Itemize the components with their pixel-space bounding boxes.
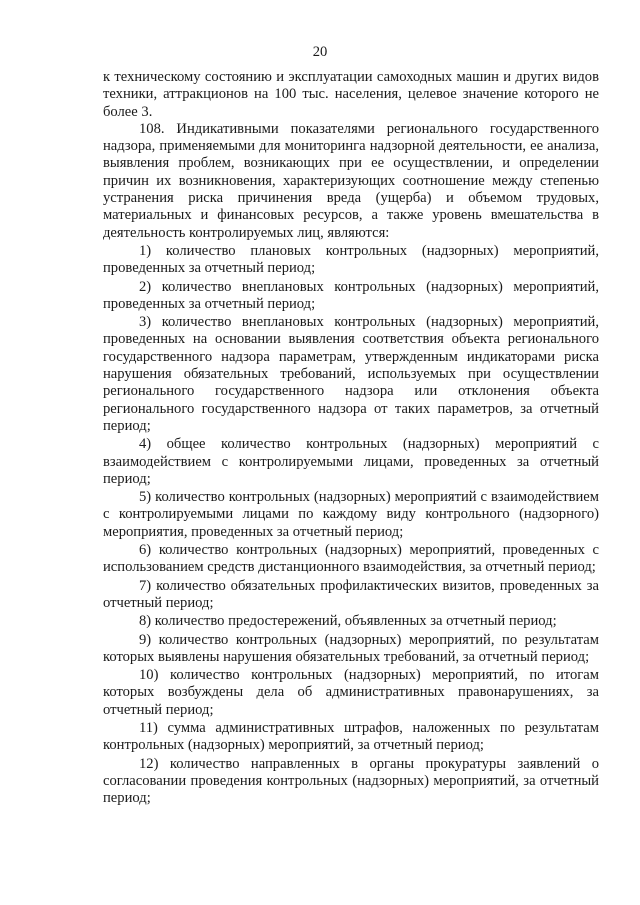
page-number: 20: [312, 44, 328, 60]
list-item-11: 11) сумма административных штрафов, наложенных по результатам контрольных (надзорных) мероприятий, за отчетный период;: [103, 719, 599, 754]
list-item-9: 9) количество контрольных (надзорных) мероприятий, по результатам которых выявлены нарушения обязательных требований, за отчетный период;: [103, 631, 599, 665]
list-item-6: 6) количество контрольных (надзорных) мероприятий, проведенных с использованием средств дистанционного взаимодействия, за отчетный период;: [103, 542, 599, 576]
list-item-4: 4) общее количество контрольных (надзорных) мероприятий с взаимодействием с контролируемыми лицами, проведенных за отчетный период;: [103, 436, 599, 487]
list-item-2: 2) количество внеплановых контрольных (надзорных) мероприятий, проведенных за отчетный период;: [103, 278, 599, 312]
document-body: [103, 69, 599, 807]
list-item-8: 8) количество предостережений, объявленных за отчетный период;: [139, 613, 557, 630]
paragraph-108: 108. Индикативными показателями регионального государственного надзора, применяемыми для мониторинга надзорной деятельности, ее анализа, выявления проблем, возникающих при ее осуществлении, и определении причин их возникновения, характеризующих соотношение между степенью устранения риска причинения вреда (ущерба) и объемом трудовых, материальных и финансовых ресурсов, а также уровень вмешательства в деятельность контролируемых лиц, являются:: [103, 120, 599, 241]
list-item-12: 12) количество направленных в органы прокуратуры заявлений о согласовании проведения контрольных (надзорных) мероприятий, за отчетный период;: [103, 755, 599, 807]
list-item-10: 10) количество контрольных (надзорных) мероприятий, по итогам которых возбуждены дела об административных правонарушениях, за отчетный период;: [103, 667, 599, 718]
list-item-1: 1) количество плановых контрольных (надзорных) мероприятий, проведенных за отчетный период;: [103, 242, 599, 277]
list-item-3: 3) количество внеплановых контрольных (надзорных) мероприятий, проведенных на основании выявления соответствия объекта регионального государственного надзора параметрам, утвержденным индикаторами риска нарушения обязательных требований, используемых при осуществлении регионального государственного надзора или отклонения объекта регионального государственного надзора от таких параметров, за отчетный период;: [103, 314, 599, 434]
list-item-5: 5) количество контрольных (надзорных) мероприятий с взаимодействием с контролируемыми лицами по каждому виду контрольного (надзорного) мероприятия, проведенных за отчетный период;: [103, 489, 599, 540]
paragraph-continuation: к техническому состоянию и эксплуатации самоходных машин и других видов техники, аттракционов на 100 тыс. населения, целевое значение которого не более 3.: [103, 69, 599, 120]
list-item-7: 7) количество обязательных профилактических визитов, проведенных за отчетный период;: [103, 577, 599, 611]
